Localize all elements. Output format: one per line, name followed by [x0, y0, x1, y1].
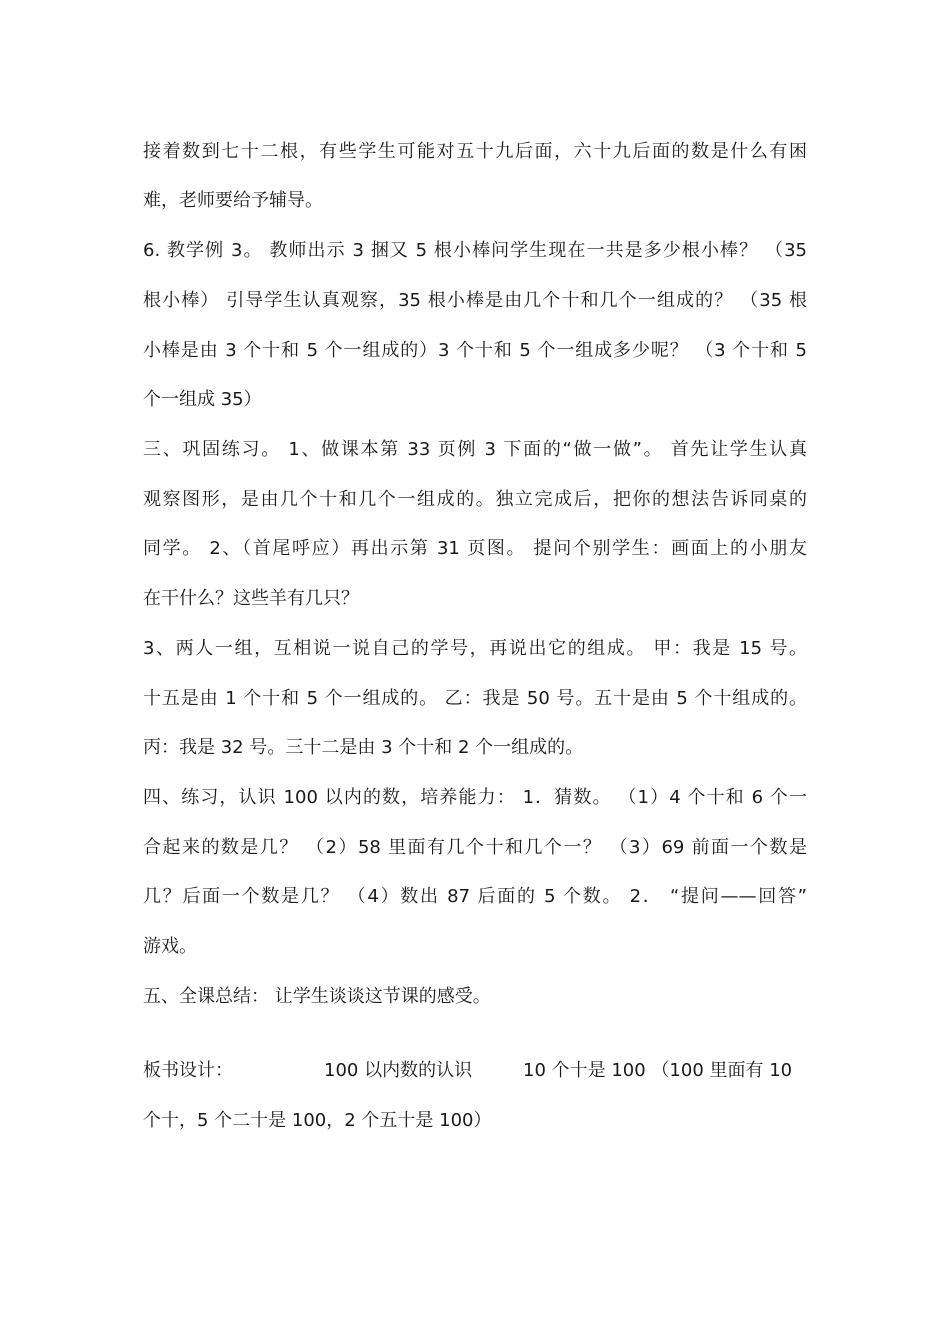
text-line-14: 四、练习，认识 100 以内的数，培养能力： 1．猜数。 （1）4 个十和 6 个一	[143, 787, 807, 808]
text-line-2: 难，老师要给予辅导。	[143, 190, 323, 211]
board-design-content: 10 个十是 100 （100 里面有 10	[523, 1060, 793, 1081]
text-line-9: 同学。 2、（首尾呼应）再出示第 31 页图。 提问个别学生：画面上的小朋友	[143, 538, 807, 559]
board-design-line-1	[143, 1058, 807, 1084]
text-line-16: 几？后面一个数是几？ （4）数出 87 后面的 5 个数。 2． “提问——回答”	[143, 886, 807, 907]
text-line-3: 6. 教学例 3。 教师出示 3 捆又 5 根小棒问学生现在一共是多少根小棒？ （35	[143, 240, 807, 261]
text-line-8: 观察图形，是由几个十和几个一组成的。独立完成后，把你的想法告诉同桌的	[143, 489, 807, 510]
text-line-7: 三、巩固练习。 1、做课本第 33 页例 3 下面的“做一做”。 首先让学生认真	[143, 439, 807, 460]
text-line-17: 游戏。	[143, 936, 197, 957]
text-line-15: 合起来的数是几？ （2）58 里面有几个十和几个一？ （3）69 前面一个数是	[143, 837, 807, 858]
board-design-line-2: 个十，5 个二十是 100，2 个五十是 100）	[143, 1110, 492, 1131]
text-line-4: 根小棒） 引导学生认真观察，35 根小棒是由几个十和几个一组成的？ （35 根	[143, 290, 807, 311]
text-line-6: 个一组成 35）	[143, 389, 262, 410]
text-line-5: 小棒是由 3 个十和 5 个一组成的）3 个十和 5 个一组成多少呢？ （3 个十和 5	[143, 340, 807, 361]
text-line-13: 丙：我是 32 号。三十二是由 3 个十和 2 个一组成的。	[143, 737, 584, 758]
text-line-12: 十五是由 1 个十和 5 个一组成的。 乙：我是 50 号。五十是由 5 个十组成的。	[143, 688, 807, 709]
board-design-title: 100 以内数的认识	[324, 1060, 473, 1081]
text-line-10: 在干什么？这些羊有几只？	[143, 588, 359, 609]
text-line-11: 3、两人一组，互相说一说自己的学号，再说出它的组成。 甲：我是 15 号。	[143, 638, 807, 659]
text-line-18: 五、全课总结： 让学生谈谈这节课的感受。	[143, 986, 491, 1007]
board-design-label: 板书设计：	[143, 1060, 233, 1081]
text-line-1: 接着数到七十二根，有些学生可能对五十九后面，六十九后面的数是什么有困	[143, 141, 807, 162]
